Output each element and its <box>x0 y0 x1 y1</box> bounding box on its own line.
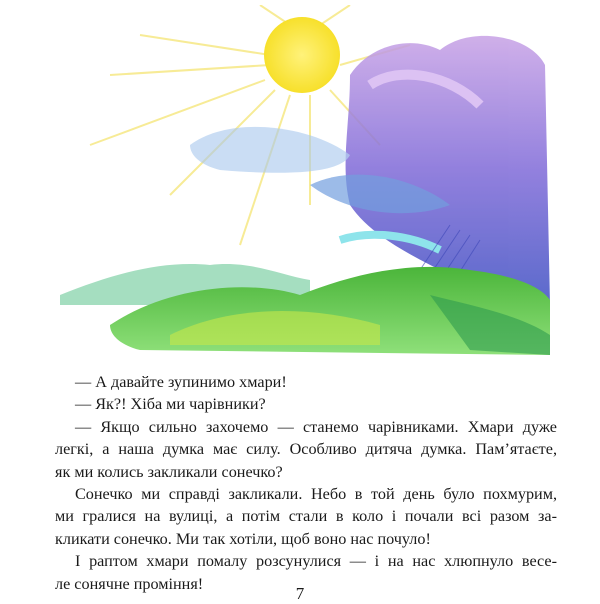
story-text <box>55 371 557 595</box>
text-line: ми гралися на вулиці, а потім стали в коло і почали всі разом за- <box>55 507 557 526</box>
text-line: — Як?! Хіба ми чарівники? <box>75 395 266 414</box>
text-line: — Якщо сильно захочемо — станемо чарівниками. Хмари дуже <box>75 417 557 436</box>
text-line: як ми колись закликали сонечко? <box>55 462 283 481</box>
hills <box>60 264 550 355</box>
text-line: кликати сонечко. Ми так хотіли, щоб воно нас почуло! <box>55 529 431 548</box>
text-line: ле сонячне проміння! <box>55 574 204 593</box>
illustration-sun-clouds-hills <box>50 5 560 365</box>
text-line: І раптом хмари помалу розсунулися — і на нас хлюпнуло весе- <box>75 552 557 571</box>
sun <box>264 17 340 93</box>
text-line: легкі, а наша думка має силу. Особливо дитяча думка. Пам’ятаєте, <box>55 440 557 459</box>
text-line: — А давайте зупинимо хмари! <box>75 373 287 391</box>
page-number: 7 <box>295 584 305 603</box>
text-line: Сонечко ми справді закликали. Небо в той день було похмурим, <box>75 485 557 504</box>
clouds <box>190 36 550 305</box>
